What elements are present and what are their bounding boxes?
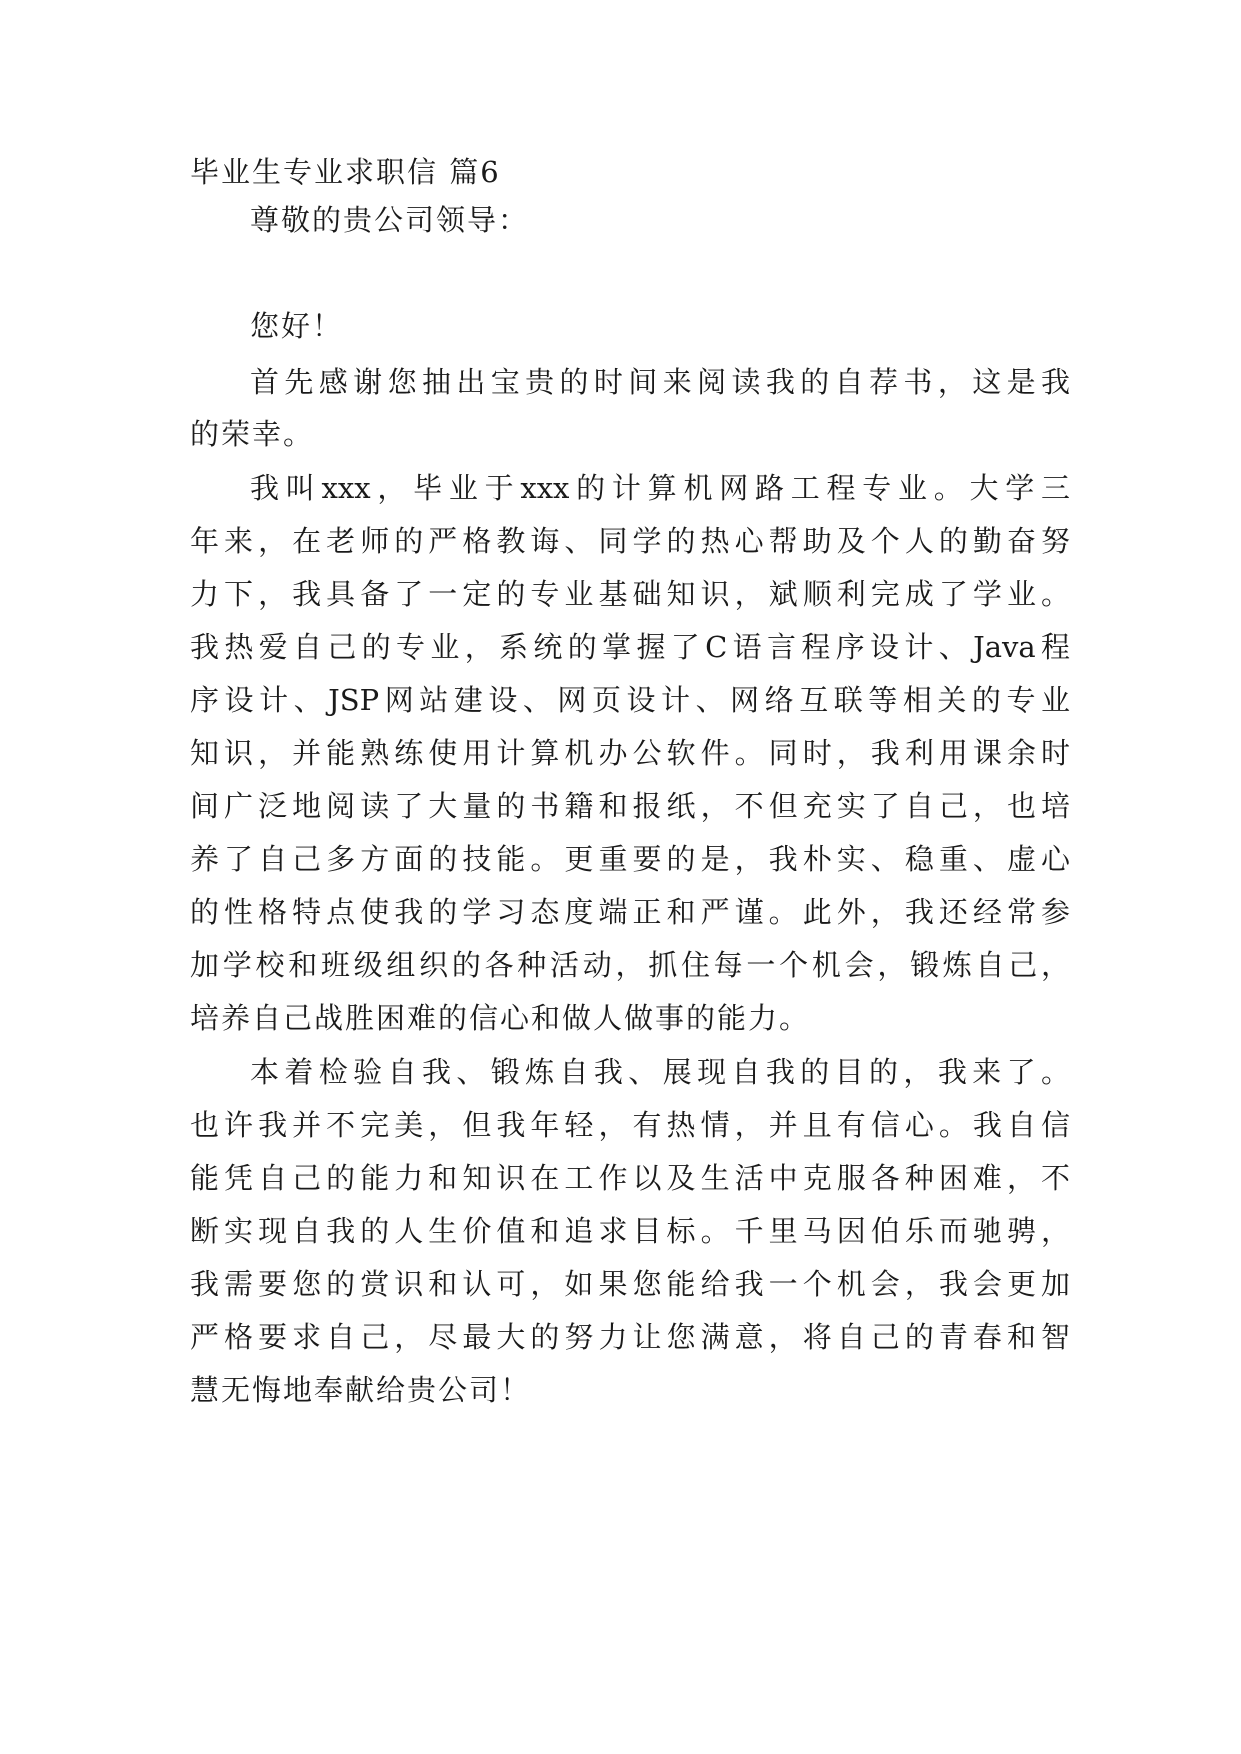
document-title: 毕业生专业求职信 篇6	[190, 155, 501, 189]
paragraph-line: 的性格特点使我的学习态度端正和严谨。此外，我还经常参	[190, 895, 1070, 929]
paragraph-line: 力下，我具备了一定的专业基础知识，斌顺利完成了学业。	[190, 577, 1070, 611]
paragraph-line: 断实现自我的人生价值和追求目标。千里马因伯乐而驰骋，	[190, 1214, 1070, 1248]
paragraph-line: 我热爱自己的专业，系统的掌握了C语言程序设计、Java程	[190, 630, 1070, 664]
paragraph-line: 我叫xxx，毕业于xxx的计算机网路工程专业。大学三	[250, 471, 1070, 505]
paragraph-line: 也许我并不完美，但我年轻，有热情，并且有信心。我自信	[190, 1108, 1070, 1142]
paragraph-line: 序设计、JSP网站建设、网页设计、网络互联等相关的专业	[190, 683, 1070, 717]
paragraph-line: 严格要求自己，尽最大的努力让您满意，将自己的青春和智	[190, 1320, 1070, 1354]
paragraph-line: 养了自己多方面的技能。更重要的是，我朴实、稳重、虚心	[190, 842, 1070, 876]
paragraph-line: 能凭自己的能力和知识在工作以及生活中克服各种困难，不	[190, 1161, 1070, 1195]
paragraph-line: 间广泛地阅读了大量的书籍和报纸，不但充实了自己，也培	[190, 789, 1070, 823]
paragraph-line: 年来，在老师的严格教诲、同学的热心帮助及个人的勤奋努	[190, 524, 1070, 558]
greeting: 您好！	[250, 309, 344, 343]
paragraph-line: 加学校和班级组织的各种活动，抓住每一个机会，锻炼自己，	[190, 948, 1070, 982]
paragraph-line: 本着检验自我、锻炼自我、展现自我的目的，我来了。	[250, 1055, 1070, 1089]
paragraph-line: 慧无悔地奉献给贵公司！	[190, 1373, 532, 1407]
paragraph-line: 培养自己战胜困难的信心和做人做事的能力。	[190, 1001, 811, 1035]
paragraph-line: 的荣幸。	[190, 417, 315, 451]
paragraph-line: 知识，并能熟练使用计算机办公软件。同时，我利用课余时	[190, 736, 1070, 770]
paragraph-line: 首先感谢您抽出宝贵的时间来阅读我的自荐书，这是我	[250, 365, 1070, 399]
salutation: 尊敬的贵公司领导：	[250, 203, 530, 237]
paragraph-line: 我需要您的赏识和认可，如果您能给我一个机会，我会更加	[190, 1267, 1070, 1301]
